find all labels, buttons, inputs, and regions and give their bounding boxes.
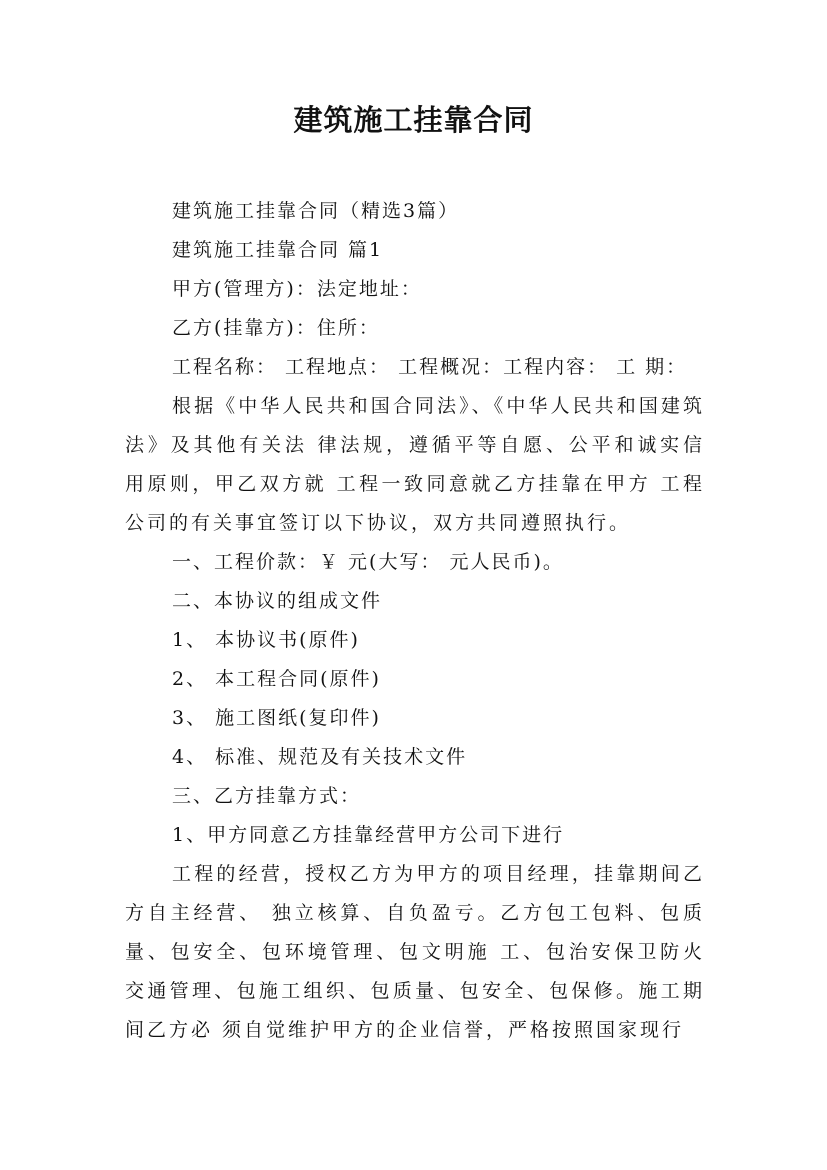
legal-basis-paragraph: 根据《中华人民共和国合同法》、《中华人民共和国建筑法》及其他有关法 律法规，遵循平等自愿、公平和诚实信用原则，甲乙双方就 工程一致同意就乙方挂靠在甲方 工程公司的有关事宜签订以下协议，双方共同遵照执行。 [125,395,705,534]
section-heading: 建筑施工挂靠合同 篇1 [172,239,384,261]
document-item-3: 3、 施工图纸(复印件) [172,707,381,729]
document-title: 建筑施工挂靠合同 [293,103,534,137]
clause-price: 一、工程价款：￥ 元(大写： 元人民币)。 [172,551,564,573]
document-item-1: 1、 本协议书(原件) [172,629,360,651]
clause-documents: 二、本协议的组成文件 [172,590,383,612]
affiliation-item-1: 1、甲方同意乙方挂靠经营甲方公司下进行 [172,824,565,846]
party-b-line: 乙方(挂靠方)：住所： [172,317,380,339]
project-info-line: 工程名称： 工程地点： 工程概况：工程内容： 工 期： [172,356,688,378]
party-a-line: 甲方(管理方)：法定地址： [172,278,422,300]
document-item-4: 4、 标准、规范及有关技术文件 [172,746,468,768]
document-item-2: 2、 本工程合同(原件) [172,668,381,690]
document-body [125,192,705,1050]
subtitle-line: 建筑施工挂靠合同（精选3篇） [172,200,460,222]
operation-paragraph: 工程的经营，授权乙方为甲方的项目经理，挂靠期间乙方自主经营、 独立核算、自负盈亏。乙方包工包料、包质量、包安全、包环境管理、包文明施 工、包治安保卫防火交通管理、包施工组织、包质量、包安全、包保修。施工期间乙方必 须自觉维护甲方的企业信誉，严格按照国家现行 [125,863,705,1041]
clause-affiliation: 三、乙方挂靠方式： [172,785,362,807]
